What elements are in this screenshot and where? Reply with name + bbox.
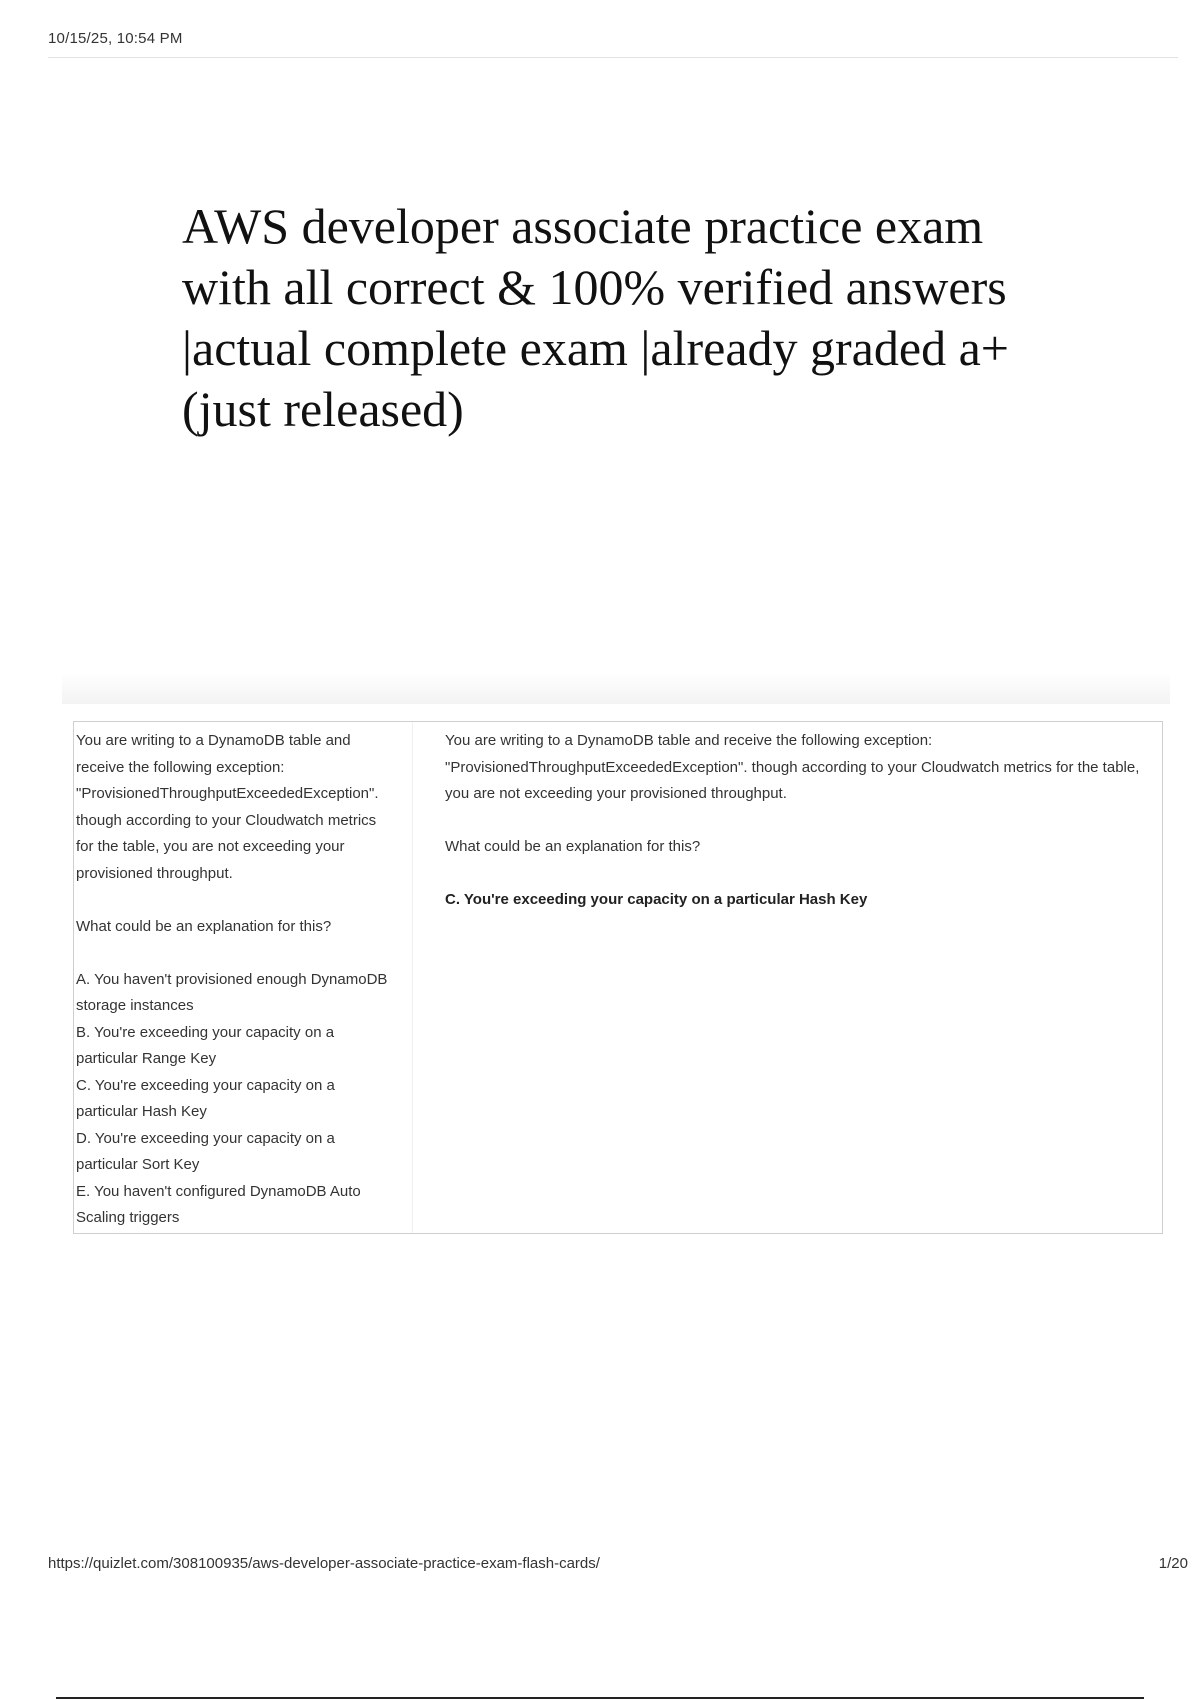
column-divider [412,722,413,1233]
bottom-rule [56,1697,1144,1699]
option-a: A. You haven't provisioned enough DynamoDB storage instances [76,970,388,1014]
flashcard-term [76,728,391,1232]
print-header-datetime: 10/15/25, 10:54 PM [48,30,183,47]
correct-answer: C. You're exceeding your capacity on a particular Hash Key [445,891,868,908]
definition-question: What could be an explanation for this? [445,838,701,855]
definition-intro: You are writing to a DynamoDB table and receive the following exception: "ProvisionedThroughputExceededException". though according to your Cloudwatch metrics for the table, you are not exceeding your provisioned throughput. [445,732,1140,802]
section-shadow [62,672,1170,704]
flashcard [73,721,1163,1234]
term-intro: You are writing to a DynamoDB table and receive the following exception: "ProvisionedThroughputExceededException". though according to your Cloudwatch metrics for the table, you are not exceeding your provisioned throughput. [76,732,379,882]
term-question: What could be an explanation for this? [76,917,332,935]
option-c: C. You're exceeding your capacity on a particular Hash Key [76,1076,335,1120]
option-d: D. You're exceeding your capacity on a particular Sort Key [76,1129,335,1173]
page-number: 1/20 [1158,1555,1188,1572]
option-e: E. You haven't configured DynamoDB Auto Scaling triggers [76,1182,361,1226]
document-title: AWS developer associate practice exam with all correct & 100% verified answers |actual complete exam |already graded a+ (just released) [182,198,1009,437]
header-divider [48,57,1178,58]
flashcard-definition [445,728,1145,914]
option-b: B. You're exceeding your capacity on a particular Range Key [76,1023,335,1067]
print-footer-url: https://quizlet.com/308100935/aws-developer-associate-practice-exam-flash-cards/ [48,1555,600,1572]
